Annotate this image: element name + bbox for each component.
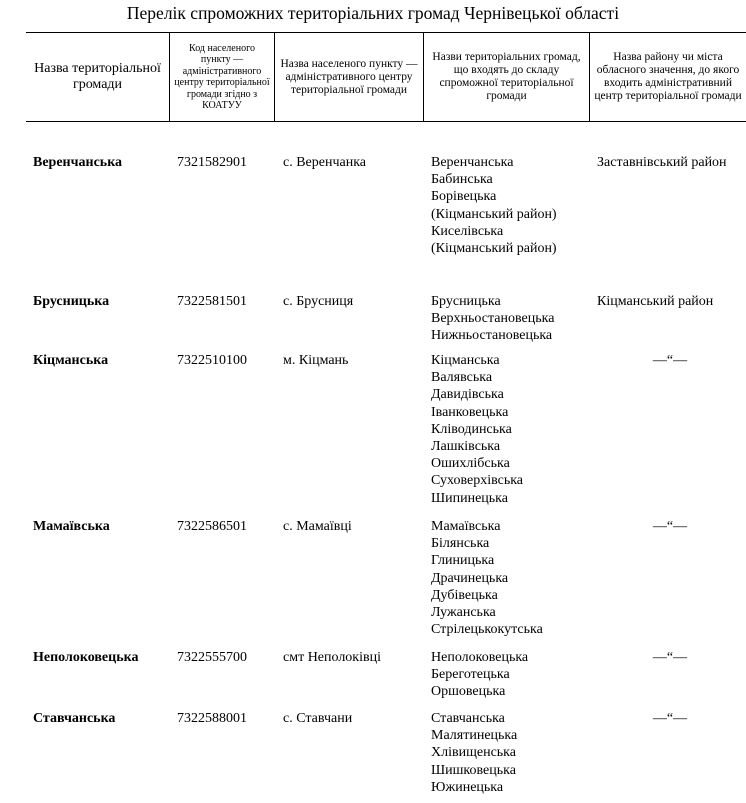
member-community: Валявська (431, 370, 493, 386)
admin-center: с. Веренчанка (283, 155, 367, 170)
header-admin-center (275, 33, 423, 121)
page-title: Перелік спроможних територіальних громад Чернівецької області (126, 3, 620, 23)
admin-center: смт Неполоківці (283, 650, 381, 665)
member-community: Іванковецька (431, 404, 509, 420)
header-label: Назви територіальних громад, що входять до складу спроможної територіальної громади (432, 51, 581, 102)
member-community: Кіцманська (431, 353, 500, 368)
member-community: Білянська (431, 536, 490, 552)
member-list (431, 154, 557, 257)
member-community: Стрілецькокутська (431, 622, 543, 638)
community-name: Веренчанська (33, 155, 123, 170)
member-community: Дубівецька (431, 587, 498, 603)
member-community: Верхньостановецька (431, 311, 555, 327)
member-list (431, 518, 543, 638)
member-community: Шишковецька (431, 762, 516, 778)
header-district (590, 33, 746, 121)
admin-center: с. Мамаївці (283, 519, 352, 534)
header-community-name (26, 33, 169, 121)
member-community: Неполоковецька (431, 650, 529, 665)
koatuu-code: 7322555700 (177, 650, 247, 665)
community-name: Мамаївська (33, 519, 110, 534)
member-community: (Кіцманський район) (431, 241, 557, 257)
district-ditto-mark: —“— (652, 353, 688, 368)
koatuu-code: 7322588001 (177, 711, 247, 726)
member-community: Нижньостановецька (431, 328, 553, 344)
koatuu-code: 7322510100 (177, 353, 247, 368)
member-community: Борівецька (431, 189, 497, 205)
admin-center: с. Брусниця (283, 294, 354, 309)
koatuu-code: 7322581501 (177, 294, 247, 309)
member-community: Малятинецька (431, 728, 518, 744)
member-list (431, 352, 523, 507)
header-bottom-border (26, 121, 746, 122)
header-member-communities (424, 33, 589, 121)
community-name: Ставчанська (33, 711, 116, 726)
district-name: Заставнівський район (597, 155, 727, 170)
admin-center: м. Кіцмань (283, 353, 349, 368)
header-label: Назва територіальної громади (34, 61, 161, 92)
header-label: Код населеного пункту — адміністративного центру територіальної громади згідно з КОАТУУ (174, 42, 270, 111)
member-community: Веренчанська (431, 155, 514, 170)
member-community: Оршовецька (431, 684, 506, 700)
member-community: Мамаївська (431, 519, 501, 534)
member-community: Давидівська (431, 387, 504, 403)
member-community: Бабинська (431, 172, 493, 188)
member-community: Шипинецька (431, 490, 508, 506)
member-list (431, 293, 554, 345)
member-community: Киселівська (431, 223, 504, 239)
koatuu-code: 7321582901 (177, 155, 247, 170)
member-community: Брусницька (431, 294, 501, 309)
member-community: Глиницька (431, 553, 495, 569)
member-community: Лашківська (431, 439, 501, 455)
community-name: Неполоковецька (33, 650, 139, 665)
member-community: Лужанська (431, 605, 496, 621)
admin-center: с. Ставчани (283, 711, 353, 726)
community-name: Кіцманська (33, 353, 109, 368)
member-community: (Кіцманський район) (431, 206, 557, 222)
district-ditto-mark: —“— (652, 650, 688, 665)
district-name: Кіцманський район (597, 294, 714, 309)
district-ditto-mark: —“— (652, 711, 688, 726)
district-ditto-mark: —“— (652, 519, 688, 534)
member-community: Хлівищенська (431, 745, 516, 761)
member-community: Суховерхівська (431, 473, 524, 489)
header-koatuu-code (170, 33, 274, 121)
member-community: Южинецька (431, 779, 504, 795)
koatuu-code: 7322586501 (177, 519, 247, 534)
member-community: Береготецька (431, 667, 510, 683)
member-list (431, 649, 528, 701)
member-community: Ошихлібська (431, 456, 510, 472)
member-community: Драчинецька (431, 570, 509, 586)
header-label: Назва населеного пункту — адміністративного центру територіальної громади (280, 57, 418, 96)
member-community: Кліводинська (431, 421, 512, 437)
community-name: Брусницька (33, 294, 110, 309)
header-label: Назва району чи міста обласного значення, до якого входить адміністративний центр територіальної громади (594, 51, 742, 102)
member-list (431, 710, 517, 796)
member-community: Ставчанська (431, 711, 505, 726)
